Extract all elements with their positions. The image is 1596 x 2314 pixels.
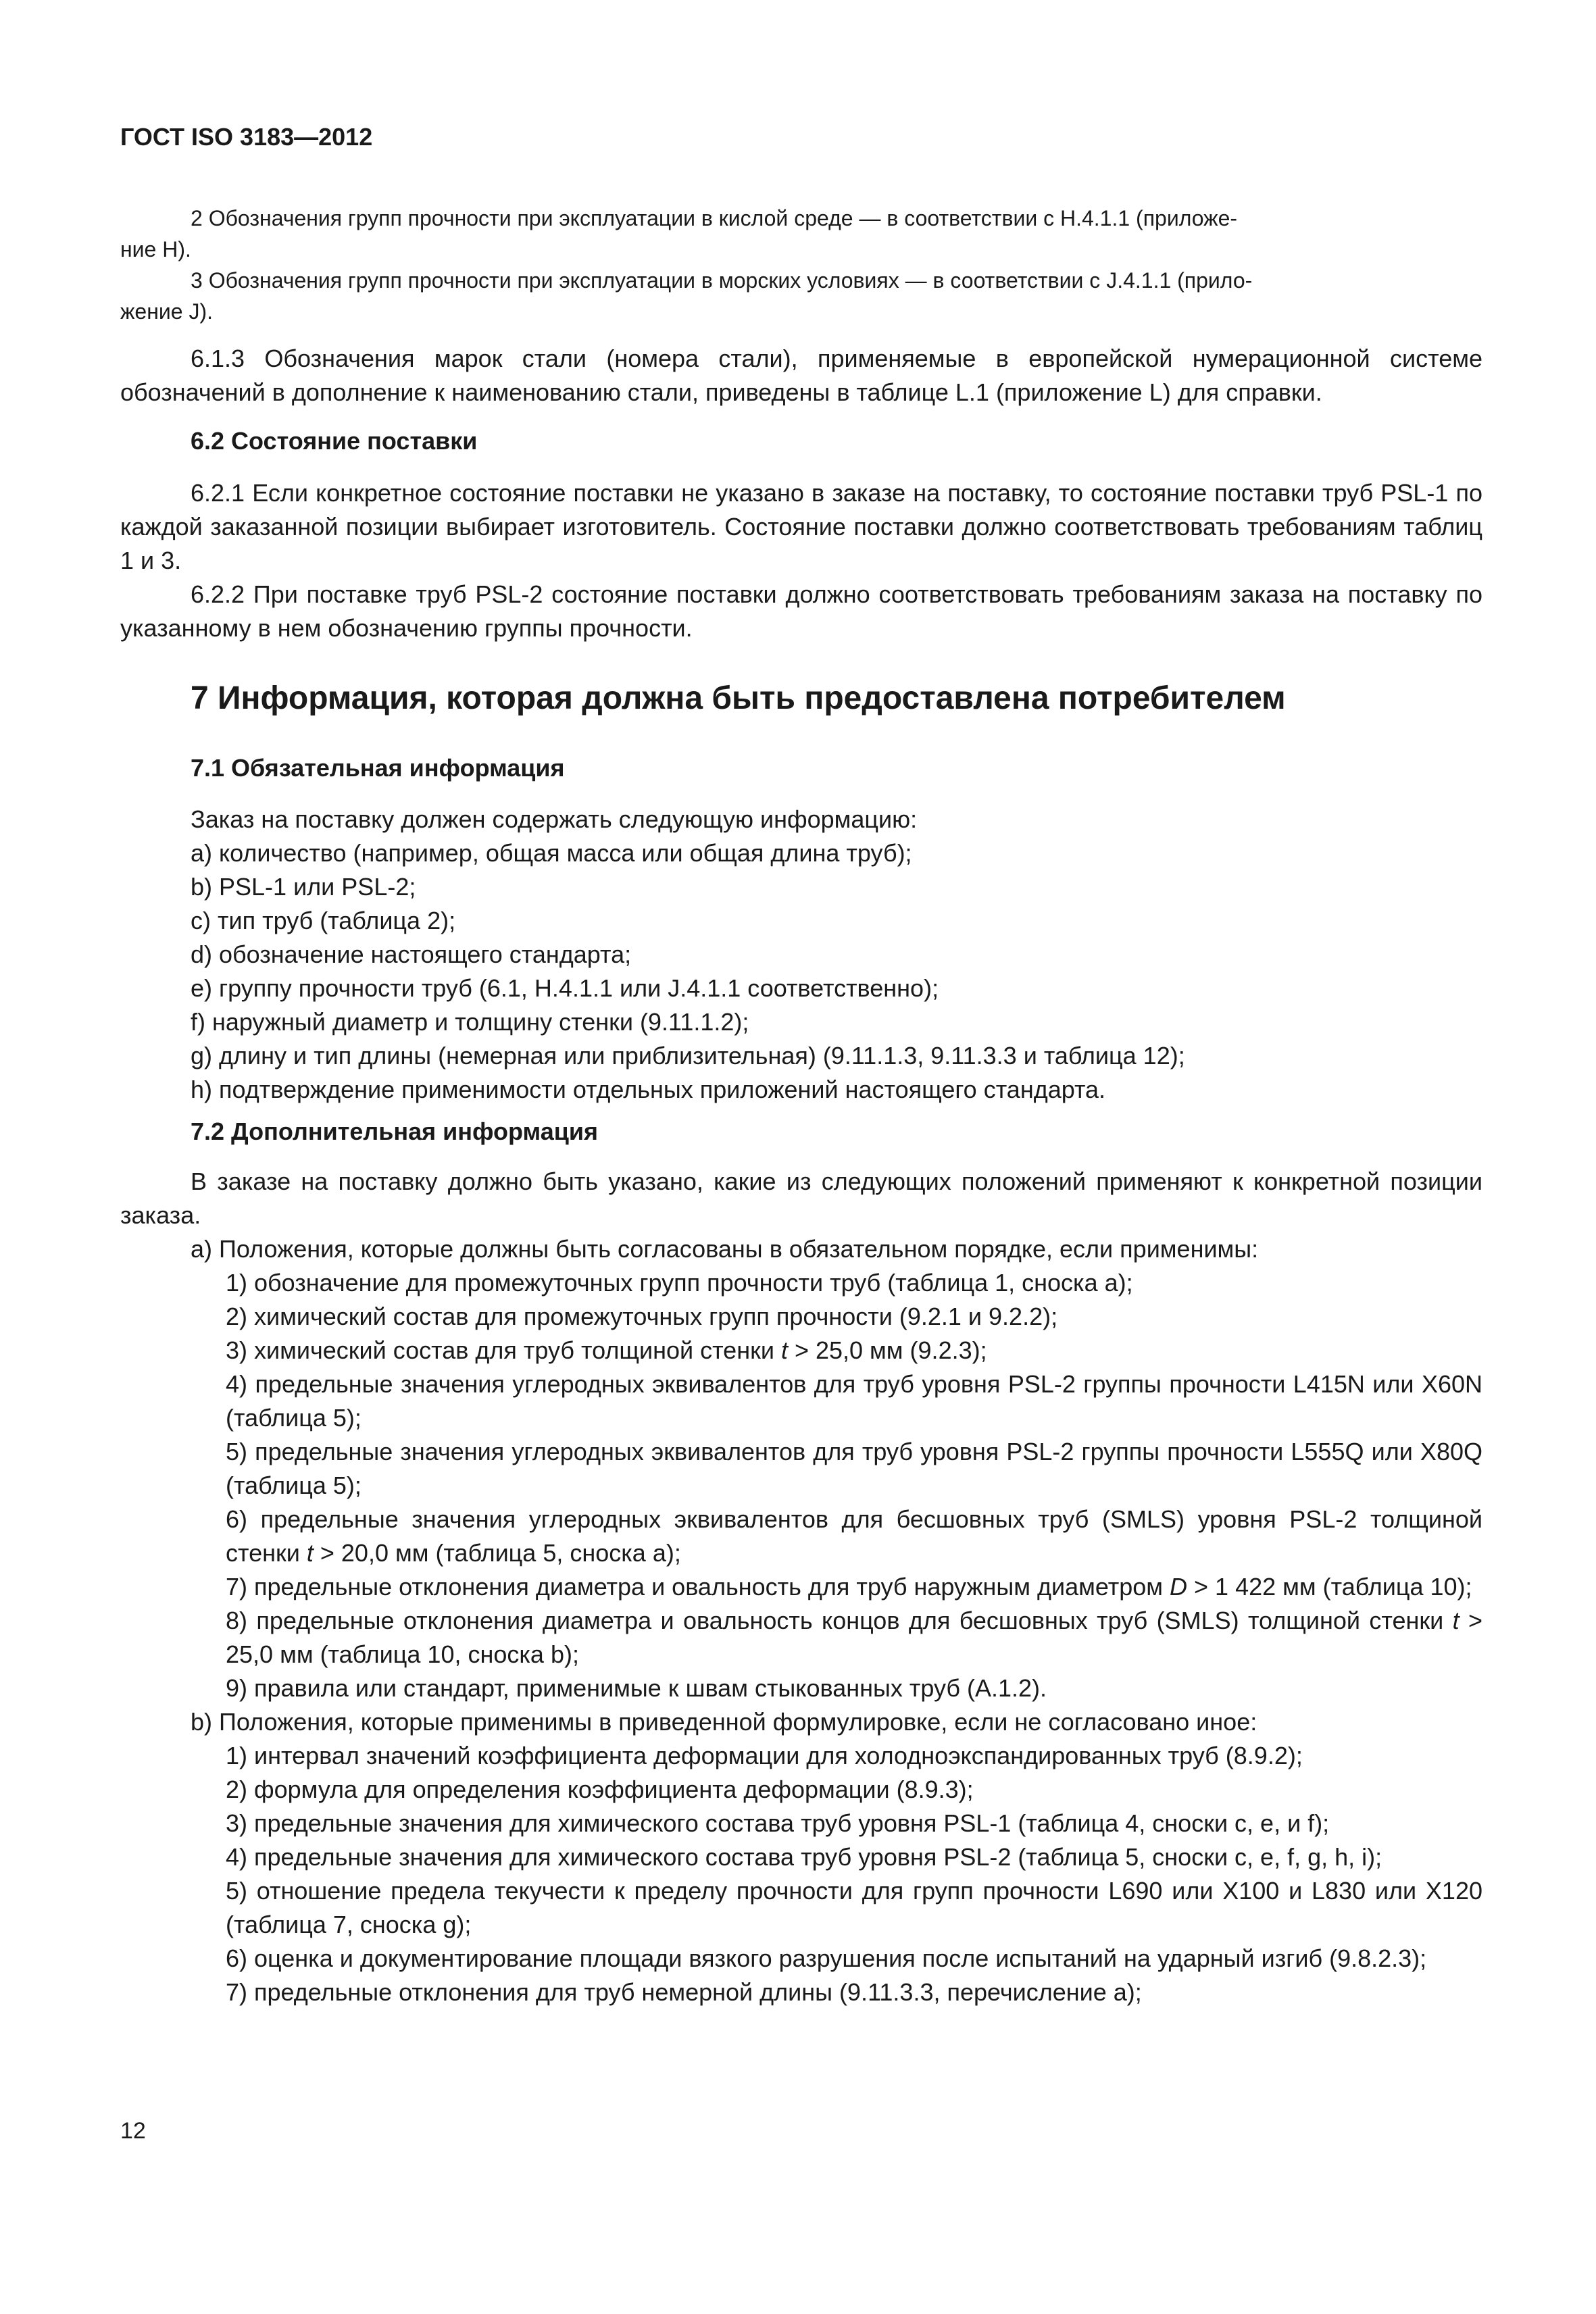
list-item: 6) оценка и документирование площади вязкого разрушения после испытаний на ударный изгиб (9.8.2.3);: [226, 1944, 1427, 1972]
para-6-2-2-text: 6.2.2 При поставке труб PSL-2 состояние поставки должно соответствовать требованиям заказа на поставку по указанному в нем обозначению группы прочности.: [120, 580, 1482, 642]
item-text: 7) предельные отклонения диаметра и овальность для труб наружным диаметром: [226, 1573, 1170, 1601]
section-7-1-intro: Заказ на поставку должен содержать следующую информацию:: [191, 805, 918, 833]
list-item: 5) отношение предела текучести к пределу прочности для групп прочности L690 или X100 и L830 или X120 (таблица 7, сноска g);: [226, 1877, 1482, 1938]
section-7-2-title: 7.2 Дополнительная информация: [191, 1117, 598, 1145]
item-text: > 20,0 мм (таблица 5, сноска a);: [313, 1539, 681, 1567]
note-3-line-1: 3 Обозначения групп прочности при эксплуатации в морских условиях — в соответствии с J.4.1.1 (прило-: [191, 268, 1253, 293]
variable: t: [306, 1539, 314, 1567]
item-text: > 1 422 мм (таблица 10);: [1187, 1573, 1472, 1601]
list-item: h) подтверждение применимости отдельных приложений настоящего стандарта.: [191, 1076, 1106, 1103]
para-6-2-2: [120, 578, 1482, 645]
list-item: 4) предельные значения для химического состава труб уровня PSL-2 (таблица 5, сноски c, e, f, g, h, i);: [226, 1843, 1382, 1871]
variable: t: [780, 1336, 788, 1364]
notes-block: [120, 203, 1482, 327]
section-7-2-intro: В заказе на поставку должно быть указано, какие из следующих положений применяют к конкретной позиции заказа.: [120, 1167, 1482, 1229]
list-item: 9) правила или стандарт, применимые к швам стыкованных труб (A.1.2).: [226, 1674, 1047, 1702]
section-7-2-list: [120, 1165, 1482, 2009]
section-7-1-list: [120, 803, 1482, 1107]
section-7-1-title: 7.1 Обязательная информация: [191, 754, 565, 782]
list-item: 4) предельные значения углеродных эквивалентов для труб уровня PSL-2 группы прочности L415N или X60N (таблица 5);: [226, 1370, 1482, 1432]
list-item: [120, 1570, 1482, 1604]
item-text: > 25,0 мм (таблица 10, сноска b);: [226, 1607, 1482, 1668]
list-item: 2) химический состав для промежуточных групп прочности (9.2.1 и 9.2.2);: [226, 1303, 1058, 1330]
para-6-2-1: [120, 476, 1482, 578]
item-text: 8) предельные отклонения диаметра и овальность концов для бесшовных труб (SMLS) толщиной стенки: [226, 1607, 1453, 1634]
list-item: a) количество (например, общая масса или общая длина труб);: [191, 839, 912, 867]
item-text: > 25,0 мм (9.2.3);: [787, 1336, 987, 1364]
list-item: 2) формула для определения коэффициента деформации (8.9.3);: [226, 1776, 974, 1803]
section-6-2-title: 6.2 Состояние поставки: [191, 427, 478, 455]
list-a-heading: a) Положения, которые должны быть согласованы в обязательном порядке, если применимы:: [191, 1235, 1259, 1263]
item-text: 3) химический состав для труб толщиной стенки: [226, 1336, 781, 1364]
para-6-1-3: [120, 342, 1482, 409]
list-item: c) тип труб (таблица 2);: [191, 907, 456, 934]
note-2-line-2: ние H).: [120, 237, 191, 261]
note-2-line-1: 2 Обозначения групп прочности при эксплуатации в кислой среде — в соответствии с H.4.1.1 (приложе-: [191, 206, 1238, 230]
para-6-2-1-text: 6.2.1 Если конкретное состояние поставки не указано в заказе на поставку, то состояние поставки труб PSL-1 по каждой заказанной позиции выбирает изготовитель. Состояние поставки должно соответствовать требованиям таблиц 1 и 3.: [120, 479, 1482, 574]
note-3-line-2: жение J).: [120, 299, 213, 324]
list-item: [120, 1503, 1482, 1570]
list-item: [120, 1334, 1482, 1367]
list-item: e) группу прочности труб (6.1, H.4.1.1 или J.4.1.1 соответственно);: [191, 974, 939, 1002]
list-item: 7) предельные отклонения для труб немерной длины (9.11.3.3, перечисление a);: [226, 1978, 1142, 2006]
para-6-1-3-text: 6.1.3 Обозначения марок стали (номера стали), применяемые в европейской нумерационной системе обозначений в дополнение к наименованию стали, приведены в таблице L.1 (приложение L) для справки.: [120, 345, 1482, 406]
list-item: d) обозначение настоящего стандарта;: [191, 940, 632, 968]
list-item: 1) обозначение для промежуточных групп прочности труб (таблица 1, сноска a);: [226, 1269, 1133, 1297]
document-header: ГОСТ ISO 3183—2012: [120, 123, 373, 151]
list-item: g) длину и тип длины (немерная или приблизительная) (9.11.1.3, 9.11.3.3 и таблица 12);: [191, 1042, 1185, 1070]
variable: D: [1170, 1573, 1188, 1601]
list-item: 1) интервал значений коэффициента деформации для холодноэкспандированных труб (8.9.2);: [226, 1742, 1303, 1769]
list-item: [120, 1604, 1482, 1671]
list-item: b) PSL-1 или PSL-2;: [191, 873, 416, 901]
section-7-title: 7 Информация, которая должна быть предоставлена потребителем: [191, 680, 1286, 716]
page-number: 12: [120, 2118, 146, 2144]
list-b-heading: b) Положения, которые применимы в приведенной формулировке, если не согласовано иное:: [191, 1708, 1257, 1736]
list-item: f) наружный диаметр и толщину стенки (9.11.1.2);: [191, 1008, 749, 1036]
list-item: 5) предельные значения углеродных эквивалентов для труб уровня PSL-2 группы прочности L555Q или X80Q (таблица 5);: [226, 1438, 1482, 1499]
list-item: 3) предельные значения для химического состава труб уровня PSL-1 (таблица 4, сноски c, e, и f);: [226, 1809, 1330, 1837]
item-text: 6) предельные значения углеродных эквивалентов для бесшовных труб (SMLS) уровня PSL-2 толщиной стенки: [226, 1505, 1482, 1567]
variable: t: [1452, 1607, 1460, 1634]
